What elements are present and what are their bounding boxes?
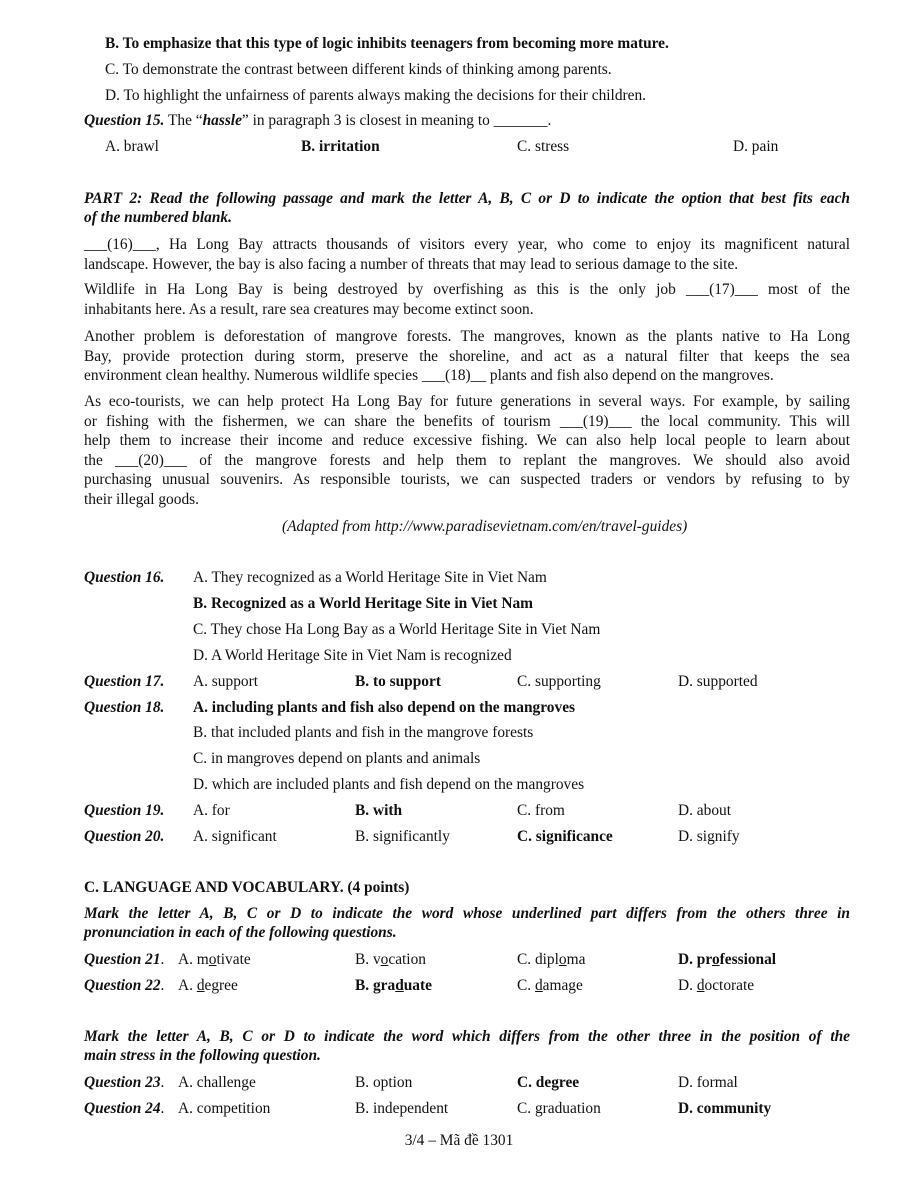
q18-label: Question 18.	[84, 699, 165, 716]
q20-label: Question 20.	[84, 828, 165, 845]
q24-option-a: A. competition	[178, 1100, 271, 1117]
q19-option-d: D. about	[678, 802, 732, 819]
q22-option-b: B. graduate	[355, 977, 432, 994]
part2-instruction-line1: PART 2: Read the following passage and mark the letter A, B, C or D to indicate the option that best fits each	[84, 190, 850, 207]
passage-line: help them to increase their income and reduce excessive fishing. We can also help local people to learn about	[84, 432, 850, 449]
q22-sep: .	[160, 977, 165, 994]
passage-line: or fishing with the fishermen, we can share the benefits of tourism ___(19)___ the local community. This will	[84, 412, 850, 430]
q23-label: Question 23	[84, 1074, 161, 1091]
q15-option-d: D. pain	[733, 138, 779, 155]
q23-option-c: C. degree	[517, 1074, 580, 1091]
q21-option-c: C. diploma	[517, 951, 586, 968]
q21-option-b: B. vocation	[355, 951, 426, 968]
q17-label: Question 17.	[84, 673, 165, 690]
passage-line: purchasing unusual souvenirs. As responsible tourists, we can suspected traders or vendors by refusing to by	[84, 471, 850, 488]
instruction-line: Mark the letter A, B, C or D to indicate the word whose underlined part differs from the others three in	[84, 905, 850, 922]
q21-label: Question 21	[84, 951, 161, 968]
q16-option-a: A. They recognized as a World Heritage Site in Viet Nam	[193, 569, 547, 586]
section-c-instruction-2	[84, 1027, 850, 1065]
q14-option-c: C. To demonstrate the contrast between different kinds of thinking among parents.	[105, 61, 612, 78]
q22-label-wrap	[84, 976, 164, 995]
q18-option-c: C. in mangroves depend on plants and animals	[193, 750, 481, 767]
instruction-line: pronunciation in each of the following questions.	[84, 924, 397, 941]
passage-line: environment clean healthy. Numerous wildlife species ___(18)__ plants and fish also depend on the mangroves.	[84, 367, 774, 384]
q24-option-b: B. independent	[355, 1100, 449, 1117]
q24-label-wrap	[84, 1099, 164, 1118]
passage-paragraph-1	[84, 235, 850, 274]
q22-option-d: D. doctorate	[678, 977, 755, 994]
q15-option-b: B. irritation	[301, 138, 380, 155]
q24-sep: .	[160, 1100, 165, 1117]
q15-option-a: A. brawl	[105, 138, 159, 155]
q15-option-c: C. stress	[517, 138, 570, 155]
q18-option-d: D. which are included plants and fish depend on the mangroves	[193, 776, 585, 793]
q23-label-wrap	[84, 1073, 164, 1092]
q16-option-c: C. They chose Ha Long Bay as a World Heritage Site in Viet Nam	[193, 621, 601, 638]
instruction-line: Mark the letter A, B, C or D to indicate the word which differs from the other three in the position of the	[84, 1028, 850, 1045]
q22-label: Question 22	[84, 977, 161, 994]
passage-paragraph-3	[84, 327, 850, 386]
q20-option-c: C. significance	[517, 828, 613, 845]
q15-stem	[84, 111, 551, 130]
q20-option-d: D. signify	[678, 828, 740, 845]
q18-option-b: B. that included plants and fish in the mangrove forests	[193, 724, 534, 741]
passage-line: Wildlife in Ha Long Bay is being destroyed by overfishing as this is the only job ___(17)___ most of the	[84, 281, 850, 298]
q14-option-b: B. To emphasize that this type of logic inhibits teenagers from becoming more mature.	[105, 35, 669, 52]
q14-option-d: D. To highlight the unfairness of parents always making the decisions for their children.	[105, 87, 647, 104]
q23-option-b: B. option	[355, 1074, 413, 1091]
q23-option-d: D. formal	[678, 1074, 738, 1091]
q15-stem-post: ” in paragraph 3 is closest in meaning to _______.	[241, 112, 552, 129]
passage-line: their illegal goods.	[84, 490, 199, 508]
q24-option-c: C. graduation	[517, 1100, 601, 1117]
q19-label: Question 19.	[84, 802, 165, 819]
part2-instruction-line2: of the numbered blank.	[84, 209, 232, 226]
q17-option-b: B. to support	[355, 673, 441, 690]
q15-stem-word: hassle	[202, 112, 242, 129]
passage-paragraph-2	[84, 280, 850, 319]
q21-option-a: A. motivate	[178, 951, 251, 968]
passage-line: inhabitants here. As a result, rare sea creatures may become extinct soon.	[84, 300, 534, 318]
q17-option-a: A. support	[193, 673, 258, 690]
q16-option-d: D. A World Heritage Site in Viet Nam is recognized	[193, 647, 512, 664]
passage-line: ___(16)___, Ha Long Bay attracts thousands of visitors every year, who come to enjoy its magnificent natural	[84, 236, 850, 253]
passage-line: As eco-tourists, we can help protect Ha Long Bay for future generations in several ways. For example, by sailing	[84, 393, 850, 410]
section-c-heading: C. LANGUAGE AND VOCABULARY. (4 points)	[84, 879, 410, 896]
q18-option-a: A. including plants and fish also depend on the mangroves	[193, 699, 576, 716]
passage-paragraph-4	[84, 392, 850, 509]
passage-line: Another problem is deforestation of mangrove forests. The mangroves, known as the plants native to Ha Long	[84, 328, 850, 345]
q24-option-d: D. community	[678, 1100, 772, 1117]
part2-instruction	[84, 189, 850, 227]
q15-label: Question 15.	[84, 112, 165, 129]
q21-sep: .	[160, 951, 165, 968]
passage-source: (Adapted from http://www.paradisevietnam.com/en/travel-guides)	[282, 518, 688, 535]
q17-option-c: C. supporting	[517, 673, 601, 690]
q22-option-c: C. damage	[517, 977, 583, 994]
q20-option-b: B. significantly	[355, 828, 450, 845]
q22-option-a: A. degree	[178, 977, 238, 994]
q16-option-b: B. Recognized as a World Heritage Site in Viet Nam	[193, 595, 533, 612]
q23-option-a: A. challenge	[178, 1074, 256, 1091]
instruction-line: main stress in the following question.	[84, 1047, 321, 1064]
q24-label: Question 24	[84, 1100, 161, 1117]
page-footer: 3/4 – Mã đề 1301	[404, 1132, 514, 1149]
passage-line: landscape. However, the bay is also facing a number of threats that may lead to serious damage to the site.	[84, 255, 739, 273]
q20-option-a: A. significant	[193, 828, 277, 845]
q21-option-d: D. professional	[678, 951, 777, 968]
q16-label: Question 16.	[84, 569, 165, 586]
q19-option-b: B. with	[355, 802, 403, 819]
passage-line: the ___(20)___ of the mangrove forests and help them to replant the mangroves. We should also avoid	[84, 451, 850, 469]
q19-option-a: A. for	[193, 802, 230, 819]
q19-option-c: C. from	[517, 802, 565, 819]
q21-label-wrap	[84, 950, 164, 969]
q23-sep: .	[160, 1074, 165, 1091]
q15-stem-pre: The “	[167, 112, 203, 129]
q17-option-d: D. supported	[678, 673, 758, 690]
section-c-instruction-1	[84, 904, 850, 942]
passage-line: Bay, provide protection during storm, preserve the shoreline, and act as a natural filter that keeps the sea	[84, 347, 850, 365]
